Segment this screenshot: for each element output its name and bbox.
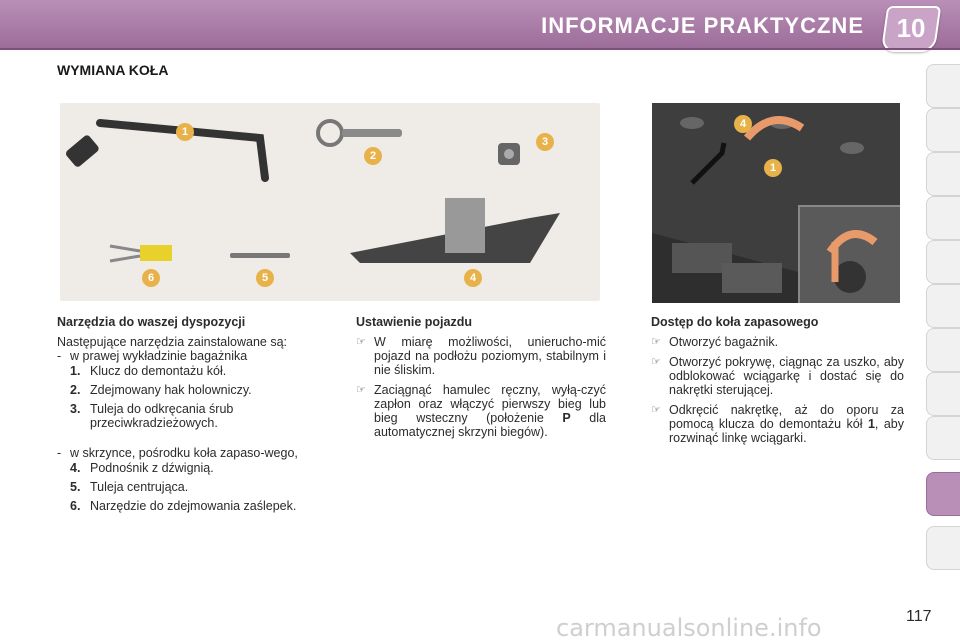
cap-remover-icon — [110, 245, 172, 261]
hand-pointer-icon: ☞ — [651, 336, 661, 348]
access-bullet-2 — [651, 355, 904, 397]
bullet-text-end: , aby rozwinąć linkę wciągarki. — [669, 417, 904, 445]
position-heading: Ustawienie pojazdu — [356, 315, 472, 329]
access-bullet-1 — [651, 335, 904, 349]
spare-wheel-access-column — [651, 315, 904, 451]
position-bullet-2 — [356, 383, 606, 439]
chapter-tab[interactable] — [926, 196, 960, 240]
tool-ref-1: 1 — [867, 417, 875, 431]
detail-inset — [798, 205, 900, 303]
chapter-number: 10 — [896, 13, 926, 43]
bullet-text-end: dla automatycznej skrzyni biegów). — [374, 411, 606, 439]
tools-intro: Następujące narzędzia zainstalowane są: — [57, 335, 287, 349]
item-text: Zdejmowany hak holowniczy. — [90, 383, 252, 397]
group2-label: w skrzynce, pośrodku koła zapaso-wego, — [70, 446, 298, 460]
watermark: carmanualsonline.info — [556, 614, 822, 642]
item-number: 1. — [70, 364, 81, 378]
rotate-arrows-icon — [800, 207, 900, 303]
chapter-badge — [881, 6, 941, 52]
chapter-tab[interactable] — [926, 152, 960, 196]
item-text: Klucz do demontażu kół. — [90, 364, 227, 378]
tools-drawing — [60, 103, 600, 301]
page-header-title: INFORMACJE PRAKTYCZNE — [541, 13, 864, 38]
bullet-text: Otworzyć bagażnik. — [669, 335, 779, 349]
item-number: 4. — [70, 461, 81, 475]
tool-label-3: 3 — [536, 133, 554, 151]
tool-label-1: 1 — [176, 123, 194, 141]
item-text: Tuleja centrująca. — [90, 480, 189, 494]
jack-icon — [350, 198, 560, 263]
page-number: 117 — [906, 608, 932, 625]
gear-position-p: P — [562, 411, 571, 425]
position-bullet-1 — [356, 335, 606, 377]
trunk-label-4: 4 — [734, 115, 752, 133]
section-title: WYMIANA KOŁA — [57, 62, 169, 78]
antitheft-socket-icon — [498, 143, 520, 165]
group1-label-row — [57, 349, 312, 363]
tools-heading: Narzędzia do waszej dyspozycji — [57, 315, 246, 329]
item-number: 6. — [70, 499, 81, 513]
chapter-tab[interactable] — [926, 240, 960, 284]
item-number: 5. — [70, 480, 81, 494]
access-bullet-3 — [651, 403, 904, 445]
towing-hook-icon — [318, 121, 402, 145]
chapter-tab[interactable] — [926, 416, 960, 460]
chapter-tab[interactable] — [926, 284, 960, 328]
tool-item-5 — [57, 480, 312, 494]
tool-item-4 — [57, 461, 312, 475]
hand-pointer-icon: ☞ — [651, 404, 661, 416]
chapter-tab[interactable] — [926, 328, 960, 372]
bullet-text: Zaciągnąć hamulec ręczny, wyłą-czyć zapłon oraz włączyć pierwszy bieg lub bieg wsteczny (położenie — [374, 383, 606, 425]
chapter-tabs — [926, 64, 960, 574]
header-bar — [0, 0, 960, 48]
centring-pin-icon — [230, 253, 290, 258]
bullet-text: W miarę możliwości, unierucho-mić pojazd na podłożu poziomym, stabilnym i nie śliskim. — [374, 335, 606, 377]
hand-pointer-icon: ☞ — [356, 336, 366, 348]
tool-label-2: 2 — [364, 147, 382, 165]
chapter-tab[interactable] — [926, 64, 960, 108]
tool-label-6: 6 — [142, 269, 160, 287]
dash-mark: - — [57, 446, 62, 460]
item-number: 2. — [70, 383, 81, 397]
item-text: Narzędzie do zdejmowania zaślepek. — [90, 499, 297, 513]
item-text: Podnośnik z dźwignią. — [90, 461, 214, 475]
group2-label-row — [57, 446, 312, 460]
tools-illustration — [60, 103, 600, 301]
tools-column — [57, 315, 312, 513]
chapter-tab[interactable] — [926, 526, 960, 570]
tool-item-2 — [57, 383, 312, 397]
tool-label-4: 4 — [464, 269, 482, 287]
tool-item-3 — [57, 402, 312, 430]
access-heading: Dostęp do koła zapasowego — [651, 315, 819, 329]
item-number: 3. — [70, 402, 81, 416]
chapter-tab[interactable] — [926, 372, 960, 416]
tool-item-1 — [57, 364, 312, 378]
trunk-label-1: 1 — [764, 159, 782, 177]
vehicle-position-column — [356, 315, 606, 445]
dash-mark: - — [57, 349, 62, 363]
hand-pointer-icon: ☞ — [356, 384, 366, 396]
chapter-tab[interactable] — [926, 108, 960, 152]
tool-label-5: 5 — [256, 269, 274, 287]
bullet-text: Odkręcić nakrętkę, aż do oporu za pomocą klucza do demontażu kół — [669, 403, 904, 431]
header-divider — [0, 48, 960, 50]
chapter-tab-active[interactable] — [926, 472, 960, 516]
item-text: Tuleja do odkręcania śrub przeciwkradzieżowych. — [90, 402, 234, 430]
tool-item-6 — [57, 499, 312, 513]
hand-pointer-icon: ☞ — [651, 356, 661, 368]
wheel-wrench-icon — [64, 123, 265, 178]
group1-label: w prawej wykładzinie bagażnika — [70, 349, 248, 363]
bullet-text: Otworzyć pokrywę, ciągnąc za uszko, aby odblokować wciągarkę i dostać się do nakrętki sterującej. — [669, 355, 904, 397]
